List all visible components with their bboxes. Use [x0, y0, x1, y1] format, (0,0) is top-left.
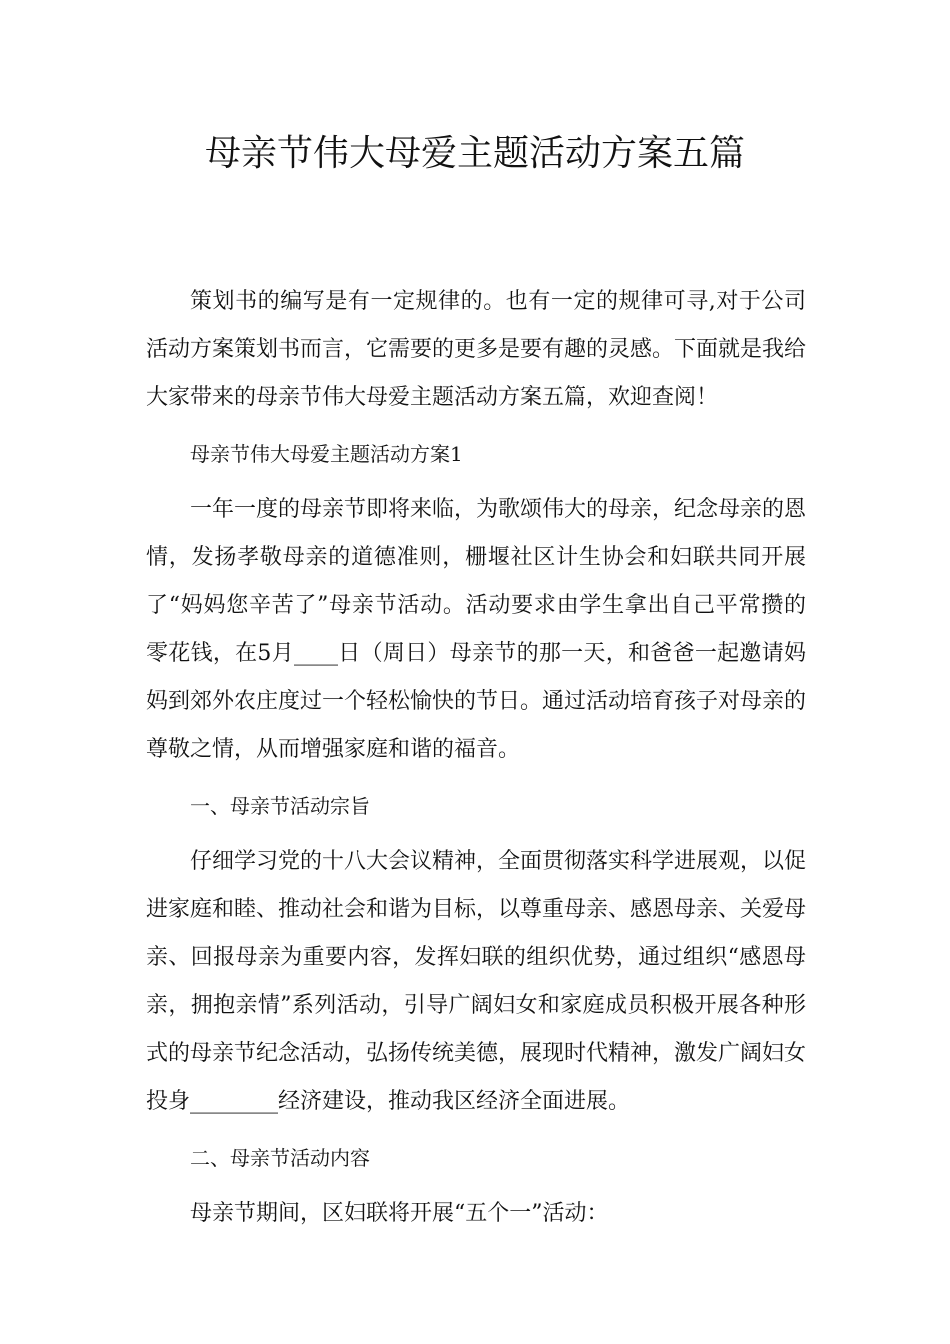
plan-1-paragraph: 一年一度的母亲节即将来临，为歌颂伟大的母亲，纪念母亲的恩情，发扬孝敬母亲的道德准则，栅堰社区计生协会和妇联共同开展了“妈妈您辛苦了”母亲节活动。活动要求由学生拿出自己平常攒的零花钱，在5月____日（周日）母亲节的那一天，和爸爸一起邀请妈妈到郊外农庄度过一个轻松愉快的节日。通过活动培育孩子对母亲的尊敬之情，从而增强家庭和谐的福音。 [146, 497, 807, 762]
document-body [146, 278, 806, 1246]
section-title-plan-1: 母亲节伟大母爱主题活动方案1 [190, 442, 463, 466]
section-heading-purpose: 一、母亲节活动宗旨 [190, 794, 370, 818]
document-title: 母亲节伟大母爱主题活动方案五篇 [204, 133, 745, 174]
section-heading-content: 二、母亲节活动内容 [190, 1146, 370, 1170]
content-paragraph: 母亲节期间，区妇联将开展“五个一”活动： [190, 1201, 609, 1226]
intro-paragraph: 策划书的编写是有一定规律的。也有一定的规律可寻,对于公司活动方案策划书而言，它需要的更多是要有趣的灵感。下面就是我给大家带来的母亲节伟大母爱主题活动方案五篇，欢迎查阅！ [146, 289, 807, 410]
purpose-paragraph: 仔细学习党的十八大会议精神，全面贯彻落实科学进展观，以促进家庭和睦、推动社会和谐为目标，以尊重母亲、感恩母亲、关爱母亲、回报母亲为重要内容，发挥妇联的组织优势，通过组织“感恩母亲，拥抱亲情”系列活动，引导广阔妇女和家庭成员积极开展各种形式的母亲节纪念活动，弘扬传统美德，展现时代精神，激发广阔妇女投身________经济建设，推动我区经济全面进展。 [146, 849, 807, 1114]
